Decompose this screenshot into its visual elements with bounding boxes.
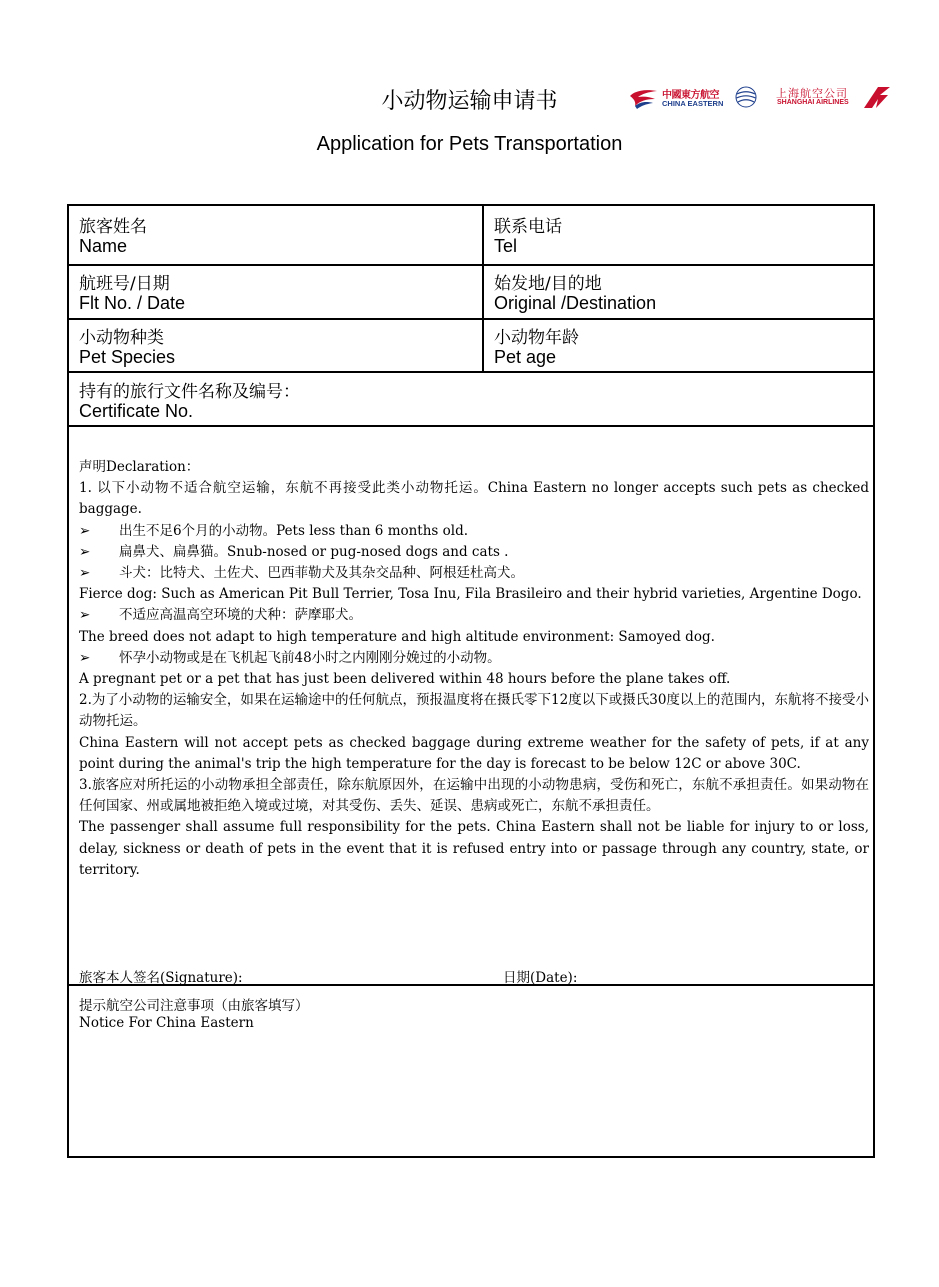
crane-icon <box>862 85 892 109</box>
tel-label-en: Tel <box>494 236 518 256</box>
species-label-en: Pet Species <box>79 347 176 367</box>
declaration-heading: 声明Declaration： <box>79 459 200 475</box>
row-certificate <box>69 373 873 427</box>
signature-label: 旅客本人签名(Signature): <box>79 970 243 986</box>
declaration-bullet-3: ➢ 斗犬：比特犬、土佐犬、巴西菲勒犬及其杂交品种、阿根廷杜高犬。 <box>79 563 869 584</box>
declaration-bullet-4: ➢ 不适应高温高空环境的犬种：萨摩耶犬。 <box>79 605 869 626</box>
swallow-icon <box>628 86 658 110</box>
declaration-p2: 2.为了小动物的运输安全，如果在运输途中的任何航点，预报温度将在摄氏零下12度以下或摄氏30度以上的范围内，东航将不接受小动物托运。 <box>79 692 869 730</box>
flight-label-en: Flt No. / Date <box>79 293 186 313</box>
notice-label-en: Notice For China Eastern <box>79 1015 254 1031</box>
species-label-cn: 小动物种类 <box>79 328 164 348</box>
declaration-bullet-2: ➢ 扁鼻犬、扁鼻猫。Snub-nosed or pug-nosed dogs and cats . <box>79 542 869 563</box>
skyteam-icon <box>734 85 758 109</box>
age-label-en: Pet age <box>494 347 557 367</box>
declaration-p1: 1. 以下小动物不适合航空运输，东航不再接受此类小动物托运。China Eastern no longer accepts such pets as checked baggage. <box>79 480 869 518</box>
row-name-tel <box>69 206 873 266</box>
china-eastern-logo-en: CHINA EASTERN <box>662 99 724 108</box>
certificate-label-en: Certificate No. <box>79 401 194 421</box>
declaration-bullet-5-en: A pregnant pet or a pet that has just been delivered within 48 hours before the plane takes off. <box>79 671 731 688</box>
title-cn: 小动物运输申请书 <box>381 89 558 114</box>
certificate-label-cn: 持有的旅行文件名称及编号： <box>79 382 300 402</box>
declaration-bullet-5: ➢ 怀孕小动物或是在飞机起飞前48小时之内刚刚分娩过的小动物。 <box>79 648 869 669</box>
row-species-age <box>69 320 873 373</box>
tel-label-cn: 联系电话 <box>494 217 562 237</box>
notice-label-cn: 提示航空公司注意事项（由旅客填写） <box>79 998 309 1014</box>
title-en: Application for Pets Transportation <box>316 133 623 155</box>
flight-date-field[interactable] <box>69 266 484 318</box>
pet-age-field[interactable] <box>484 320 873 371</box>
declaration-bullet-4-en: The breed does not adapt to high temperature and high altitude environment: Samoyed dog. <box>79 628 715 645</box>
declaration-bullet-3-en: Fierce dog: Such as American Pit Bull Terrier, Tosa Inu, Fila Brasileiro and their hybrid varieties, Argentine Dogo. <box>79 586 862 603</box>
arrow-bullet-icon: ➢ <box>79 565 91 582</box>
date-label: 日期(Date): <box>503 970 578 986</box>
shanghai-airlines-logo <box>776 85 896 111</box>
tel-field[interactable] <box>484 206 873 264</box>
declaration-p3-en: The passenger shall assume full responsibility for the pets. China Eastern shall not be liable for injury to or loss, delay, sickness or death of pets in the event that it is refused entry into or passage through any country, state, or territory. <box>79 819 869 878</box>
name-label-cn: 旅客姓名 <box>79 217 147 237</box>
origin-destination-field[interactable] <box>484 266 873 318</box>
pet-species-field[interactable] <box>69 320 484 371</box>
application-form <box>67 204 875 1158</box>
age-label-cn: 小动物年龄 <box>494 328 579 348</box>
arrow-bullet-icon: ➢ <box>79 607 91 624</box>
route-label-cn: 始发地/目的地 <box>494 274 602 294</box>
route-label-en: Original /Destination <box>494 293 657 313</box>
declaration-section <box>79 457 869 881</box>
declaration-bullet-1: ➢ 出生不足6个月的小动物。Pets less than 6 months old. <box>79 521 869 542</box>
china-eastern-logo <box>628 85 760 111</box>
arrow-bullet-icon: ➢ <box>79 649 91 666</box>
name-label-en: Name <box>79 236 128 256</box>
shanghai-airlines-logo-en: SHANGHAI AIRLINES <box>777 99 849 106</box>
certificate-field[interactable] <box>69 373 873 425</box>
arrow-bullet-icon: ➢ <box>79 543 91 560</box>
declaration-p3: 3.旅客应对所托运的小动物承担全部责任，除东航原因外，在运输中出现的小动物患病，受伤和死亡，东航不承担责任。如果动物在任何国家、州或属地被拒绝入境或过境，对其受伤、丢失、延误、患病或死亡，东航不承担责任。 <box>79 777 869 815</box>
arrow-bullet-icon: ➢ <box>79 522 91 539</box>
declaration-p2-en: China Eastern will not accept pets as checked baggage during extreme weather for the safety of pets, if at any point during the animal's trip the high temperature for the day is forecast to be below 12C or above 30C. <box>79 734 869 772</box>
china-eastern-logo-cn: 中國東方航空 <box>662 90 719 101</box>
row-flight-route <box>69 266 873 320</box>
notice-section[interactable] <box>69 984 873 1156</box>
name-field[interactable] <box>69 206 484 264</box>
flight-label-cn: 航班号/日期 <box>79 274 170 294</box>
shanghai-airlines-logo-cn: 上海航空公司 <box>776 87 848 100</box>
